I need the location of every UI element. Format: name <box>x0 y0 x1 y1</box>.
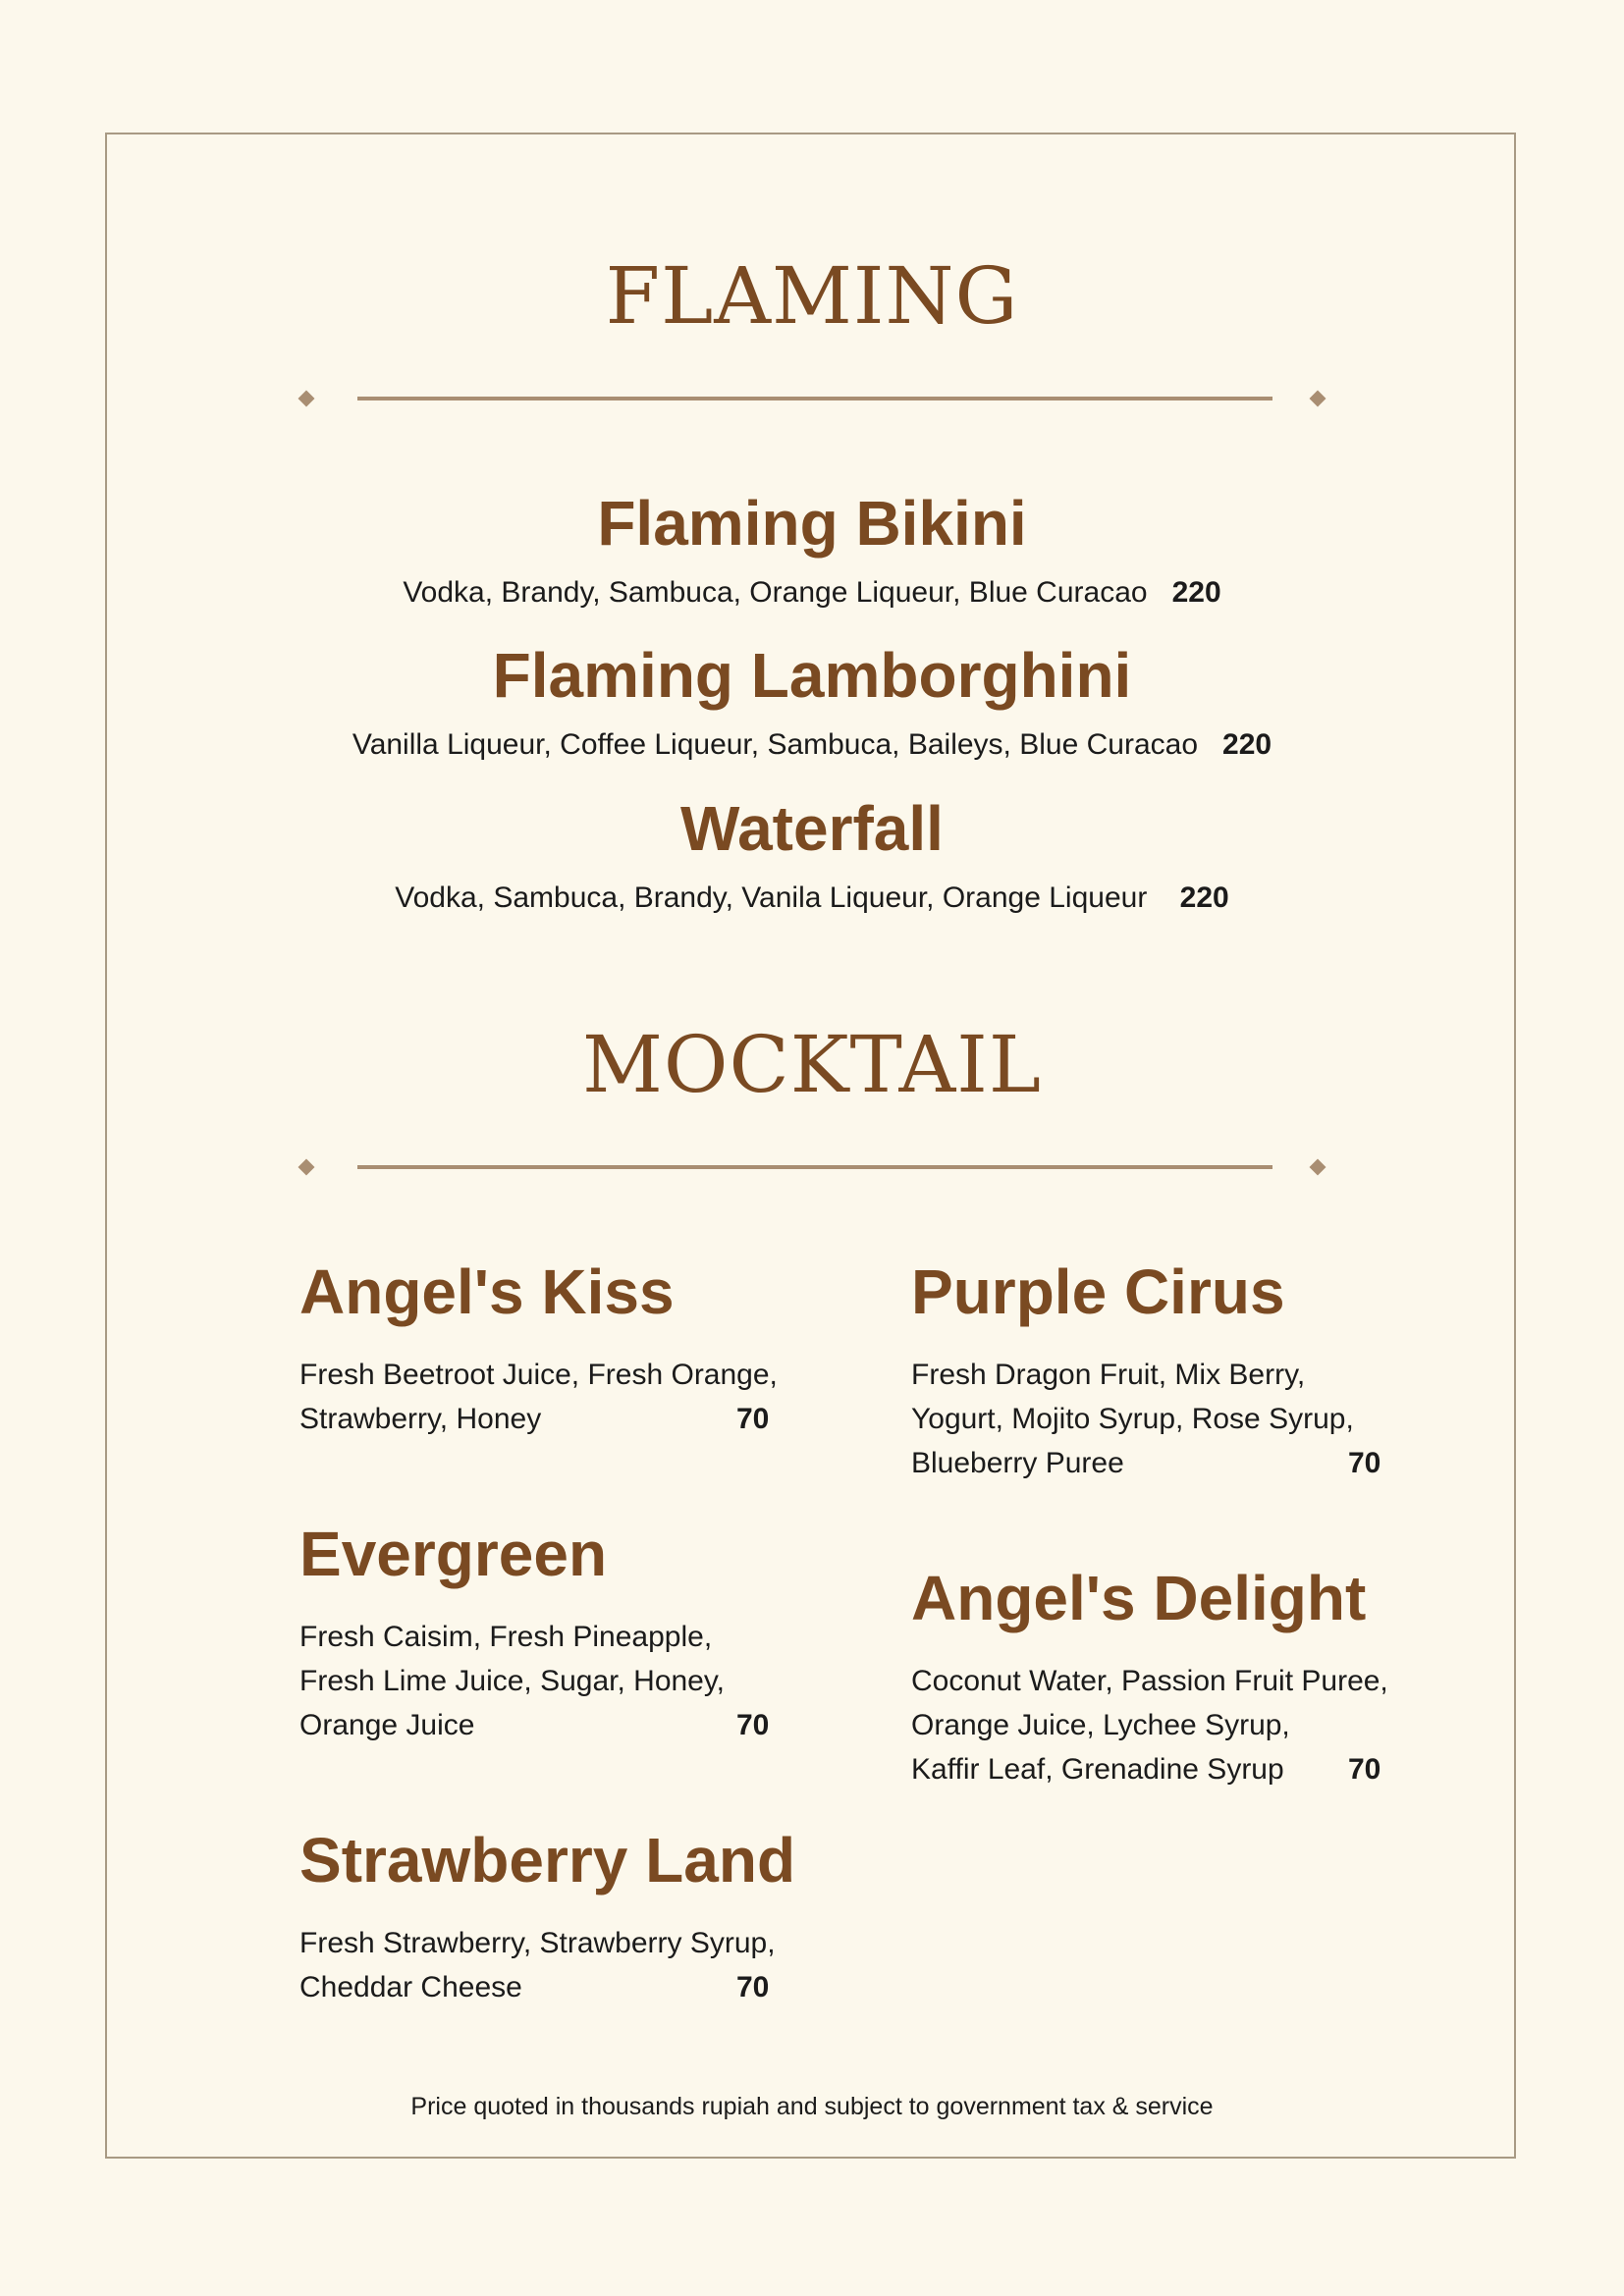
item-name: Angel's Kiss <box>299 1256 675 1327</box>
menu-item-angels-kiss <box>299 1256 849 1441</box>
ingredient-line: Fresh Beetroot Juice, Fresh Orange, <box>299 1359 778 1391</box>
ingredient-text: Strawberry, Honey <box>299 1403 542 1435</box>
diamond-ornament-right <box>1310 1159 1326 1176</box>
ingredient-line: Coconut Water, Passion Fruit Puree, <box>911 1665 1388 1697</box>
menu-item-strawberry-land <box>299 1825 849 2009</box>
item-price: 70 <box>736 1971 770 2003</box>
ingredient-text: Blueberry Puree <box>911 1447 1124 1479</box>
item-description <box>299 1921 849 2009</box>
item-ingredients: Vanilla Liqueur, Coffee Liqueur, Sambuca, Baileys, Blue Curacao <box>352 728 1198 761</box>
menu-item-flaming-bikini <box>0 488 1624 609</box>
item-price: 220 <box>1171 576 1221 609</box>
item-price: 220 <box>1179 881 1229 914</box>
item-description <box>911 1659 1461 1791</box>
item-price: 220 <box>1222 728 1272 761</box>
item-name: Purple Cirus <box>911 1256 1285 1327</box>
divider-line <box>357 1165 1272 1169</box>
item-description <box>911 1353 1461 1485</box>
item-description <box>0 730 1624 760</box>
item-description <box>0 578 1624 608</box>
ingredient-line <box>911 1747 1461 1791</box>
price-disclaimer: Price quoted in thousands rupiah and subject to government tax & service <box>410 2093 1214 2120</box>
ingredient-line <box>299 1397 849 1441</box>
ingredient-text: Kaffir Leaf, Grenadine Syrup <box>911 1753 1284 1786</box>
diamond-ornament-left <box>298 1159 315 1176</box>
divider-line <box>357 397 1272 400</box>
item-name: Angel's Delight <box>911 1563 1367 1633</box>
menu-item-angels-delight <box>911 1563 1461 1791</box>
ingredient-line <box>299 1703 849 1747</box>
divider-mocktail <box>0 1157 1624 1177</box>
item-name: Waterfall <box>680 793 944 864</box>
item-price: 70 <box>736 1403 770 1435</box>
diamond-ornament-right <box>1310 391 1326 407</box>
item-price: 70 <box>736 1709 770 1741</box>
item-description <box>299 1353 849 1441</box>
item-name: Flaming Lamborghini <box>492 640 1132 711</box>
item-ingredients: Vodka, Sambuca, Brandy, Vanila Liqueur, Orange Liqueur <box>395 881 1148 914</box>
section-title-flaming: FLAMING <box>605 250 1019 342</box>
menu-item-evergreen <box>299 1519 849 1747</box>
item-description <box>299 1615 849 1747</box>
item-price: 70 <box>1348 1753 1381 1786</box>
ingredient-line <box>299 1965 849 2009</box>
ingredient-line: Fresh Caisim, Fresh Pineapple, <box>299 1621 713 1653</box>
item-name: Evergreen <box>299 1519 608 1589</box>
ingredient-text: Cheddar Cheese <box>299 1971 522 2003</box>
item-name: Flaming Bikini <box>597 488 1027 559</box>
ingredient-line: Fresh Dragon Fruit, Mix Berry, <box>911 1359 1306 1391</box>
ingredient-line: Yogurt, Mojito Syrup, Rose Syrup, <box>911 1403 1354 1435</box>
menu-item-flaming-lamborghini <box>0 640 1624 761</box>
ingredient-line: Fresh Lime Juice, Sugar, Honey, <box>299 1665 725 1697</box>
section-title-mocktail: MOCKTAIL <box>582 1019 1042 1110</box>
ingredient-text: Orange Juice <box>299 1709 475 1741</box>
divider-flaming <box>0 389 1624 408</box>
ingredient-line <box>911 1441 1461 1485</box>
diamond-ornament-left <box>298 391 315 407</box>
menu-item-purple-cirus <box>911 1256 1461 1485</box>
menu-item-waterfall <box>0 793 1624 914</box>
item-price: 70 <box>1348 1447 1381 1479</box>
item-name: Strawberry Land <box>299 1825 796 1896</box>
item-ingredients: Vodka, Brandy, Sambuca, Orange Liqueur, Blue Curacao <box>403 576 1148 609</box>
item-description <box>0 883 1624 913</box>
ingredient-line: Fresh Strawberry, Strawberry Syrup, <box>299 1927 776 1959</box>
ingredient-line: Orange Juice, Lychee Syrup, <box>911 1709 1290 1741</box>
